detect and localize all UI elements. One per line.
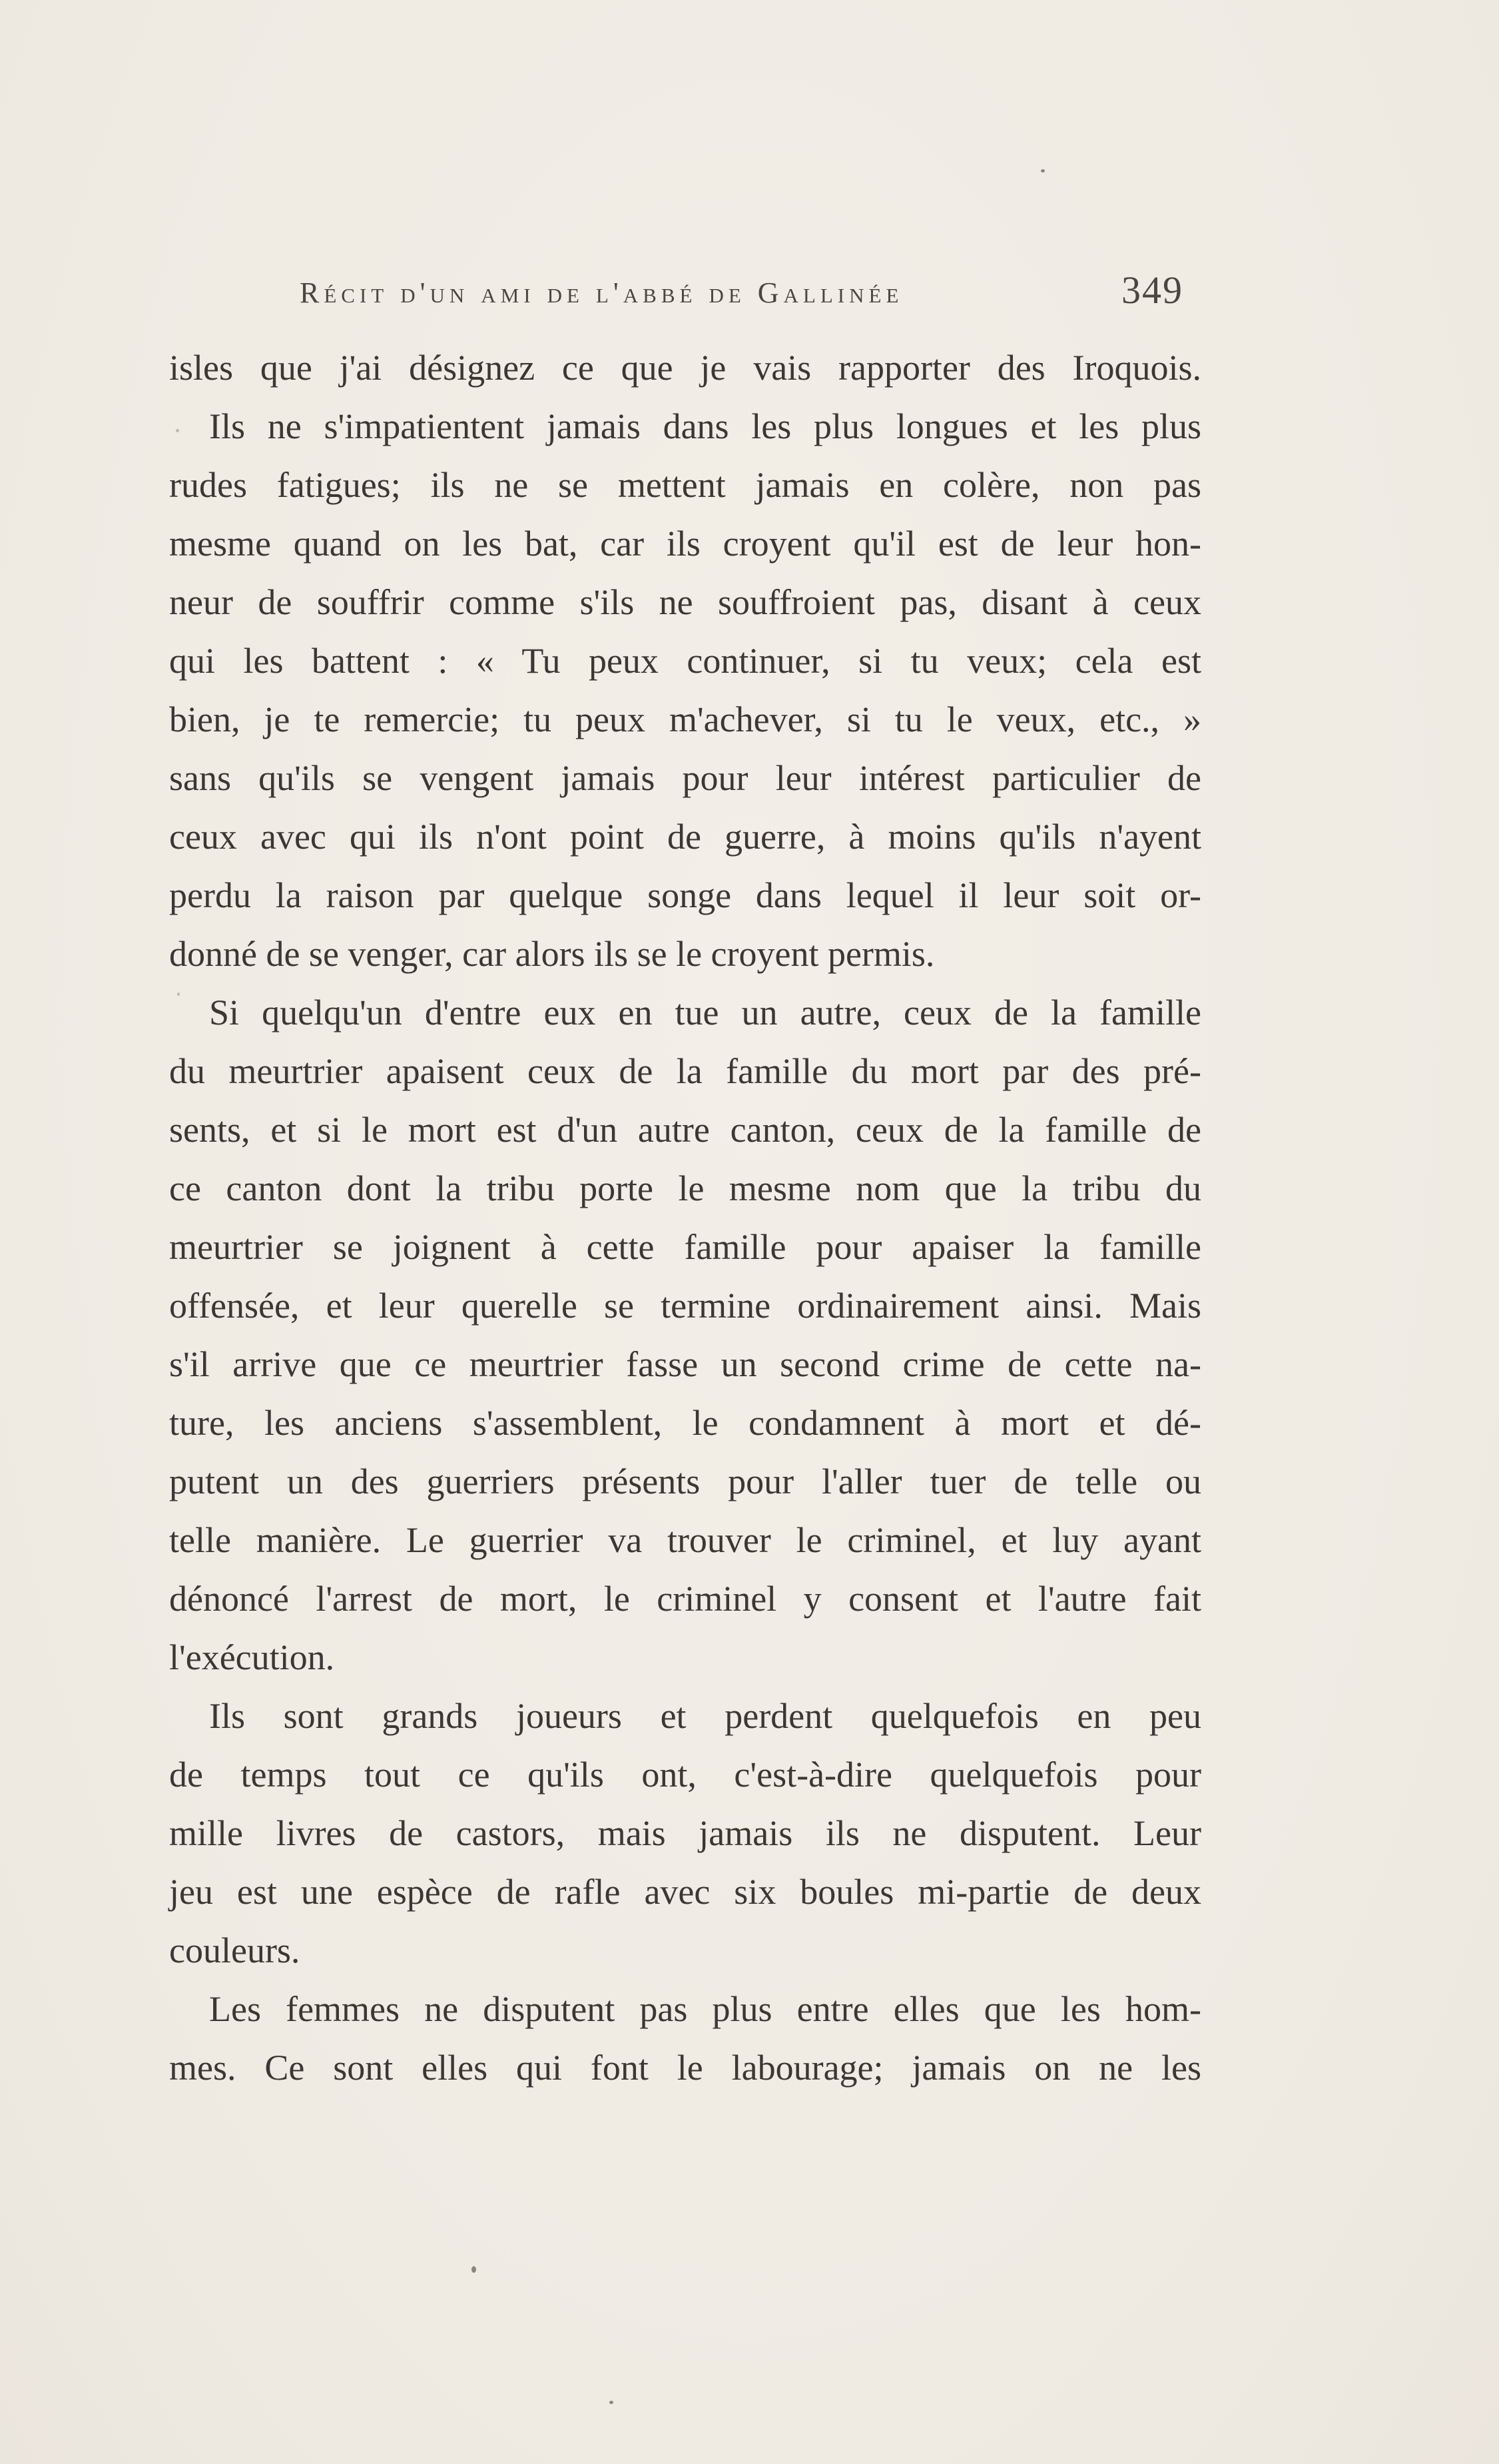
text-line: putent un des guerriers présents pour l'aller tuer de telle ou [169,1461,1201,1501]
text-line: perdu la raison par quelque songe dans lequel il leur soit or- [169,875,1201,915]
text-line: s'il arrive que ce meurtrier fasse un second crime de cette na- [169,1344,1201,1384]
paper-speck [471,2266,476,2273]
text-line: qui les battent : « Tu peux continuer, si tu veux; cela est [169,641,1201,681]
text-line: sans qu'ils se vengent jamais pour leur intérest particulier de [169,758,1201,798]
running-title: Récit d'un ami de l'abbé de Gallinée [300,276,904,309]
text-line: rudes fatigues; ils ne se mettent jamais en colère, non pas [169,465,1201,505]
paper-speck [176,429,179,432]
text-line: couleurs. [169,1930,300,1970]
text-line: ceux avec qui ils n'ont point de guerre, à moins qu'ils n'ayent [169,817,1201,857]
text-line: Ils ne s'impatientent jamais dans les plus longues et les plus [209,406,1201,446]
text-line: bien, je te remercie; tu peux m'achever, si tu le veux, etc., » [169,699,1201,739]
text-line: donné de se venger, car alors ils se le croyent permis. [169,934,935,974]
text-line: telle manière. Le guerrier va trouver le criminel, et luy ayant [169,1520,1201,1560]
text-line: Les femmes ne disputent pas plus entre elles que les hom- [209,1989,1201,2029]
running-header [0,261,1499,321]
text-line: Ils sont grands joueurs et perdent quelquefois en peu [209,1696,1201,1736]
text-line: offensée, et leur querelle se termine ordinairement ainsi. Mais [169,1286,1201,1326]
text-line: mille livres de castors, mais jamais ils ne disputent. Leur [169,1813,1201,1853]
text-line: du meurtrier apaisent ceux de la famille du mort par des pré- [169,1051,1201,1091]
text-line: mes. Ce sont elles qui font le labourage; jamais on ne les [169,2048,1201,2088]
text-line: neur de souffrir comme s'ils ne souffroient pas, disant à ceux [169,582,1201,622]
text-line: Si quelqu'un d'entre eux en tue un autre, ceux de la famille [209,993,1201,1032]
page-number: 349 [1121,268,1183,312]
text-line: mesme quand on les bat, car ils croyent qu'il est de leur hon- [169,524,1201,564]
text-line: dénoncé l'arrest de mort, le criminel y consent et l'autre fait [169,1579,1201,1619]
text-line: ture, les anciens s'assemblent, le condamnent à mort et dé- [169,1403,1201,1443]
text-line: sents, et si le mort est d'un autre canton, ceux de la famille de [169,1110,1201,1150]
body-text [169,338,1201,2097]
text-line: ce canton dont la tribu porte le mesme nom que la tribu du [169,1168,1201,1208]
text-line: jeu est une espèce de rafle avec six boules mi-partie de deux [169,1872,1201,1912]
text-line: de temps tout ce qu'ils ont, c'est-à-dire quelquefois pour [169,1755,1201,1795]
text-line: meurtrier se joignent à cette famille pour apaiser la famille [169,1227,1201,1267]
text-line: isles que j'ai désignez ce que je vais rapporter des Iroquois. [169,348,1201,388]
text-line: l'exécution. [169,1637,335,1677]
paper-speck [177,993,180,996]
paper-speck [1041,169,1045,173]
paper-speck [609,2401,613,2404]
